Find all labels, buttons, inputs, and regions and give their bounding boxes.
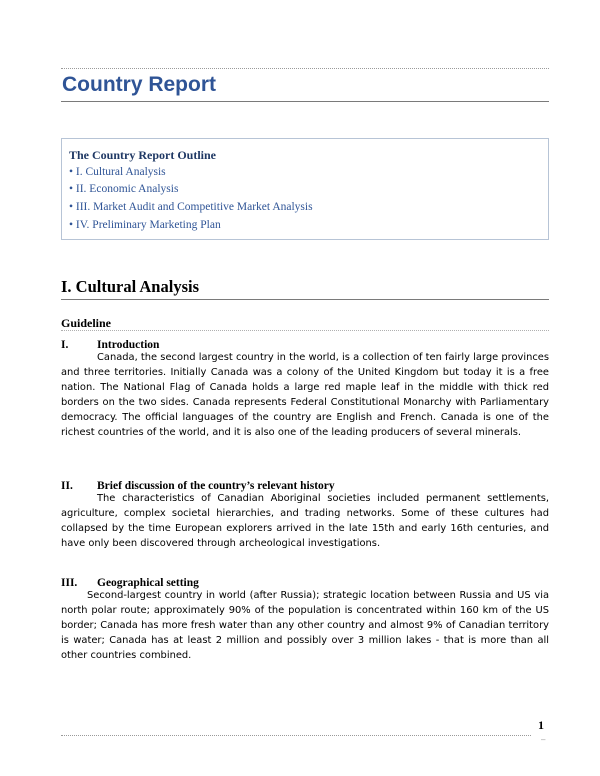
title-underline — [61, 101, 549, 102]
part-paragraph: The characteristics of Canadian Aboriginal societies included permanent settlements, agriculture, complex societal hierarchies, and trading networks. Some of these cultures had collapsed by the time European explorers arrived in the late 15th and early 16th centuries, and have only been discovered through archeological investigations. — [61, 493, 549, 549]
guideline-heading: Guideline — [61, 316, 112, 330]
part-numeral: III. — [61, 577, 78, 589]
part-paragraph: Second-largest country in world (after Russia); strategic location between Russia and US via north polar route; approximately 90% of the population is concentrated within 160 km of the US border; Canada has more fresh water than any other country and almost 9% of Canadian territory is water; Canada has at least 2 million and possibly over 3 million lakes - that is more than all other countries combined. — [61, 590, 549, 661]
outline-item[interactable]: • IV. Preliminary Marketing Plan — [69, 219, 221, 231]
part-heading: Introduction — [97, 339, 160, 351]
part-numeral: II. — [61, 480, 73, 492]
part-paragraph: Canada, the second largest country in the world, is a collection of ten fairly large provinces and three territories. Initially Canada was a colony of the United Kingdom but today it is a free nation. The National Flag of Canada holds a large red maple leaf in the middle with thick red borders on the two sides. Canada represents Federal Constitutional Monarchy with Parliamentary democracy. The official languages of the country are English and French. Canada is one of the richest countries of the world, and it is also one of the leading producers of several minerals. — [61, 352, 549, 438]
part-heading: Brief discussion of the country’s relevant history — [97, 480, 335, 492]
outline-heading: The Country Report Outline — [69, 148, 216, 162]
part-heading: Geographical setting — [97, 577, 199, 589]
section-title: I. Cultural Analysis — [61, 277, 199, 296]
outline-item[interactable]: • III. Market Audit and Competitive Market Analysis — [69, 201, 313, 213]
footer-mark: – — [541, 735, 546, 744]
part-numeral: I. — [61, 339, 69, 351]
top-divider — [61, 68, 549, 69]
section-underline — [61, 299, 549, 300]
footer-divider — [61, 735, 531, 736]
page-number: 1 — [538, 718, 544, 732]
outline-item[interactable]: • II. Economic Analysis — [69, 183, 179, 195]
outline-item[interactable]: • I. Cultural Analysis — [69, 166, 166, 178]
page-title: Country Report — [62, 73, 216, 96]
guideline-divider — [61, 330, 549, 331]
